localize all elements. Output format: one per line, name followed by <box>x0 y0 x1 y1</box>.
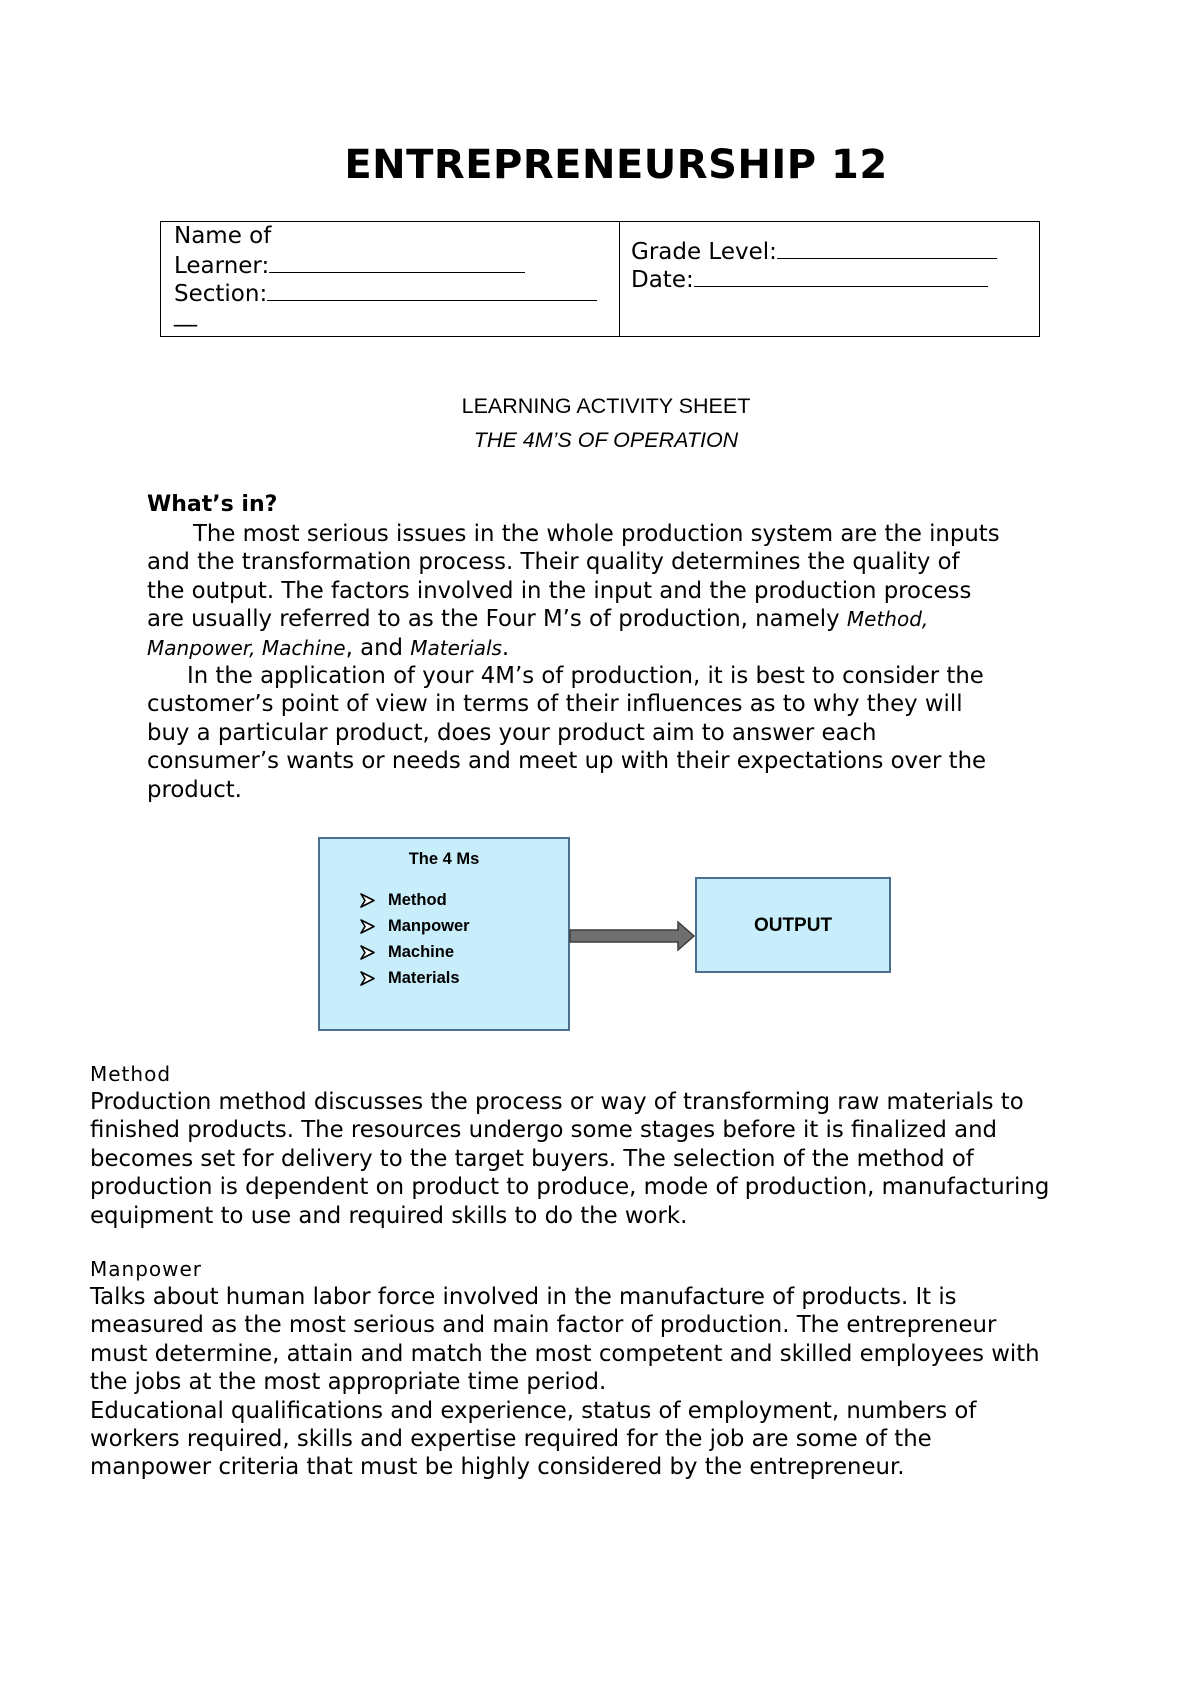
learner-info-table <box>160 221 1040 337</box>
method-heading: Method <box>90 1062 172 1086</box>
manpower-line: Talks about human labor force involved in the manufacture of products. It is <box>90 1284 957 1310</box>
list-item <box>360 939 470 965</box>
arrowhead-bullet-icon <box>360 971 375 986</box>
list-item-label: Materials <box>388 969 460 987</box>
manpower-machine-terms: Manpower, Machine <box>147 635 346 660</box>
manpower-line: Educational qualifications and experience, status of employment, numbers of <box>90 1397 977 1424</box>
section-field[interactable] <box>267 278 597 301</box>
grade-level-line <box>631 236 997 266</box>
list-item <box>360 887 470 913</box>
list-item <box>360 965 470 991</box>
topic-title: THE 4M’S OF OPERATION <box>473 428 739 452</box>
learner-info-left-cell <box>161 222 620 336</box>
output-box <box>695 877 891 973</box>
method-line: production is dependent on product to produce, mode of production, manufacturing <box>90 1174 1050 1201</box>
manpower-paragraph <box>90 1283 1040 1482</box>
whats-in-line: The most serious issues in the whole production system are the inputs <box>193 521 1000 547</box>
method-term: Method, <box>846 607 929 632</box>
manpower-heading: Manpower <box>90 1257 203 1281</box>
list-item <box>360 913 470 939</box>
grade-level-label: Grade Level: <box>631 239 777 265</box>
learner-name-field[interactable] <box>269 250 525 273</box>
manpower-line: workers required, skills and expertise required for the job are some of the <box>90 1426 932 1453</box>
date-line <box>631 264 988 294</box>
whats-in-line: In the application of your 4M’s of production, it is best to consider the <box>187 663 984 690</box>
arrowhead-bullet-icon <box>360 893 375 908</box>
learner-name-line <box>174 250 525 280</box>
whats-in-paragraph <box>147 520 1000 804</box>
section-trail: __ <box>174 301 197 327</box>
method-paragraph <box>90 1088 1049 1230</box>
method-line: Production method discusses the process or way of transforming raw materials to <box>90 1089 1024 1115</box>
manpower-line: must determine, attain and match the most competent and skilled employees with <box>90 1340 1040 1367</box>
manpower-line: manpower criteria that must be highly considered by the entrepreneur. <box>90 1454 905 1481</box>
name-label-line-1 <box>174 222 271 250</box>
list-item-label: Method <box>388 891 447 909</box>
learner-label: Learner: <box>174 253 270 279</box>
materials-term: Materials <box>410 635 502 660</box>
four-ms-title: The 4 Ms <box>408 850 480 868</box>
list-item-label: Manpower <box>388 917 470 935</box>
list-item-label: Machine <box>388 943 455 961</box>
method-line: equipment to use and required skills to do the work. <box>90 1202 688 1229</box>
page-title: ENTREPRENEURSHIP 12 <box>344 142 888 188</box>
whats-in-line: buy a particular product, does your product aim to answer each <box>147 719 877 746</box>
whats-in-line <box>147 634 1000 662</box>
whats-in-line: consumer’s wants or needs and meet up with their expectations over the <box>147 748 987 775</box>
section-trail-line <box>174 300 197 328</box>
method-line: becomes set for delivery to the target buyers. The selection of the method of <box>90 1145 974 1172</box>
grade-level-field[interactable] <box>777 236 997 259</box>
period: . <box>501 634 510 661</box>
whats-in-line: customer’s point of view in terms of their influences as to why they will <box>147 691 963 718</box>
sheet-title: LEARNING ACTIVITY SHEET <box>461 394 751 418</box>
whats-in-line-text: are usually referred to as the Four M’s of production, namely <box>147 606 847 633</box>
name-of-label: Name of <box>174 223 272 249</box>
date-label: Date: <box>631 267 694 293</box>
four-ms-box <box>318 837 570 1031</box>
manpower-line: measured as the most serious and main factor of production. The entrepreneur <box>90 1312 997 1339</box>
whats-in-line <box>147 605 1000 633</box>
output-label: OUTPUT <box>753 915 833 936</box>
manpower-line: the jobs at the most appropriate time period. <box>90 1369 607 1396</box>
arrowhead-bullet-icon <box>360 919 375 934</box>
date-field[interactable] <box>694 264 988 287</box>
learner-info-right-cell <box>620 222 1039 336</box>
four-ms-list <box>360 887 470 991</box>
whats-in-heading: What’s in? <box>147 492 278 517</box>
whats-in-line: and the transformation process. Their quality determines the quality of <box>147 549 960 576</box>
whats-in-line: the output. The factors involved in the input and the production process <box>147 577 972 604</box>
whats-in-line: product. <box>147 776 242 803</box>
and-word: , and <box>345 634 411 661</box>
section-label: Section: <box>174 281 268 307</box>
section-line <box>174 278 597 308</box>
method-line: finished products. The resources undergo some stages before it is finalized and <box>90 1117 997 1144</box>
flow-arrow-icon <box>568 919 696 953</box>
arrowhead-bullet-icon <box>360 945 375 960</box>
